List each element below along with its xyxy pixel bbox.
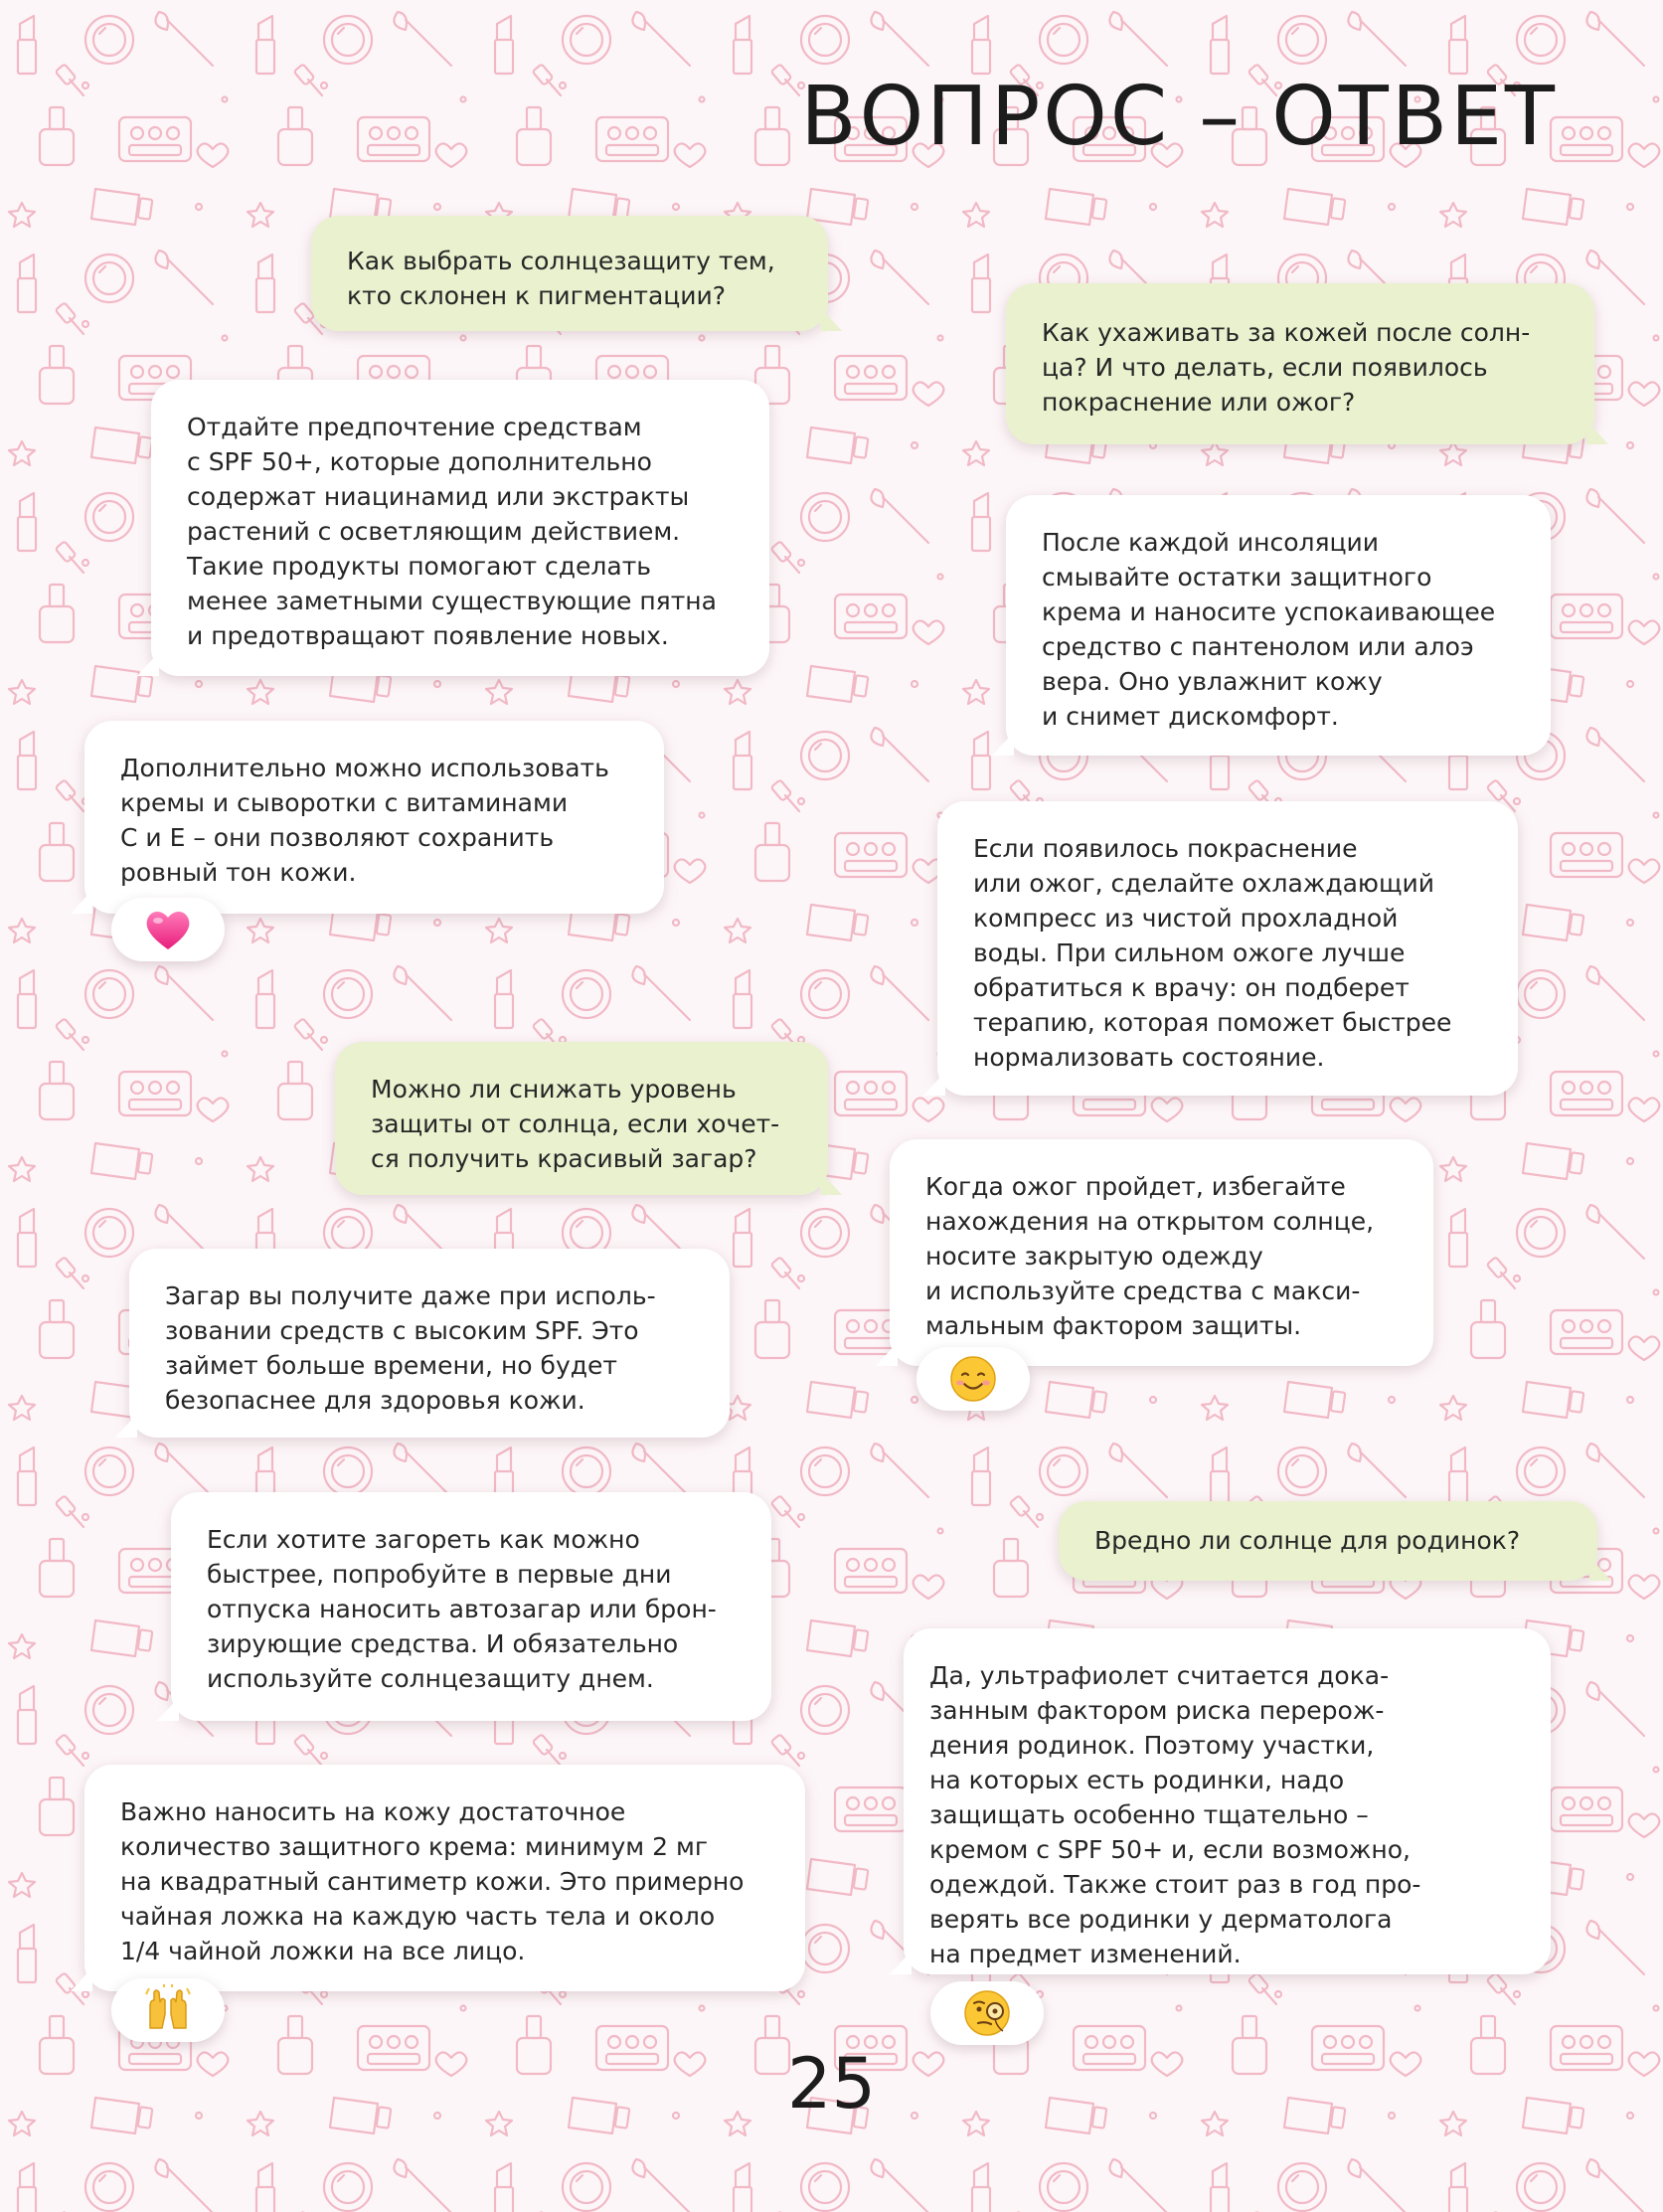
answer-bubble-self-tan	[171, 1492, 771, 1721]
answer-text: Если хотите загореть как можно быстрее, попробуйте в первые дни отпуска наносить автозагар или брон- зирующие средства. И обязательно используйте солнцезащиту днем.	[207, 1525, 717, 1693]
question-text: Как ухаживать за кожей после солн- ца? И что делать, если появилось покраснение или ожог?	[1042, 318, 1531, 417]
question-bubble-tan	[335, 1042, 828, 1195]
answer-text: Важно наносить на кожу достаточное количество защитного крема: минимум 2 мг на квадратный сантиметр кожи. Это примерно чайная ложка на каждую часть тела и около 1/4 чайной ложки на все лицо.	[120, 1797, 745, 1965]
monocle-face-icon	[961, 1987, 1013, 2039]
answer-text: Да, ультрафиолет считается дока- занным фактором риска перерож- дения родинок. Поэтому участки, на которых есть родинки, надо защищать особенно тщательно – кремом с SPF 50+ и, если возможно, одеждой. Также стоит раз в год про- верять все родинки у дерматолога на предмет изменений.	[929, 1661, 1421, 1968]
reaction-badge	[111, 898, 225, 961]
reaction-badge	[930, 1981, 1044, 2045]
question-bubble-pigmentation	[311, 216, 828, 331]
answer-bubble-after-sun	[1006, 495, 1551, 756]
reaction-badge	[916, 1347, 1030, 1411]
raising-hands-icon	[142, 1984, 194, 2036]
answer-text: После каждой инсоляции смывайте остатки защитного крема и наносите успокаивающее средство с пантенолом или алоэ вера. Оно увлажнит кожу и снимет дискомфорт.	[1042, 528, 1496, 731]
answer-bubble-burn	[937, 801, 1518, 1096]
answer-text: Если появилось покраснение или ожог, сделайте охлаждающий компресс из чистой прохладной воды. При сильном ожоге лучше обратиться к врачу: он подберет терапию, которая поможет быстрее нормализовать состояние.	[973, 834, 1452, 1072]
answer-bubble-moles	[904, 1628, 1551, 1974]
answer-bubble-tan-spf	[129, 1249, 730, 1438]
page-title: ВОПРОС – ОТВЕТ	[800, 70, 1558, 164]
question-bubble-after-sun	[1006, 283, 1594, 444]
answer-text: Когда ожог пройдет, избегайте нахождения на открытом солнце, носите закрытую одежду и используйте средства с макси- мальным фактором защиты.	[925, 1172, 1375, 1340]
answer-bubble-pigmentation	[151, 380, 769, 676]
pink-heart-icon	[142, 904, 194, 955]
question-text: Можно ли снижать уровень защиты от солнца, если хочет- ся получить красивый загар?	[371, 1075, 780, 1173]
answer-text: Дополнительно можно использовать кремы и сыворотки с витаминами C и E – они позволяют сохранить ровный тон кожи.	[120, 754, 609, 887]
smiling-face-icon	[947, 1353, 999, 1405]
answer-bubble-after-burn	[890, 1139, 1433, 1366]
answer-bubble-vitamins	[84, 721, 664, 914]
reaction-badge	[111, 1978, 225, 2042]
answer-text: Загар вы получите даже при исполь- зовании средств с высоким SPF. Это займет больше времени, но будет безопаснее для здоровья кожи.	[165, 1281, 656, 1415]
question-bubble-moles	[1059, 1501, 1597, 1581]
question-text: Как выбрать солнцезащиту тем, кто склонен к пигментации?	[347, 247, 775, 310]
question-text: Вредно ли солнце для родинок?	[1094, 1526, 1521, 1555]
answer-text: Отдайте предпочтение средствам с SPF 50+, которые дополнительно содержат ниацинамид или экстракты растений с осветляющим действием. Такие продукты помогают сделать менее заметными существующие пятна и предотвращают появление новых.	[187, 413, 717, 650]
page-number: 25	[786, 2043, 877, 2125]
answer-bubble-amount	[84, 1765, 805, 1991]
